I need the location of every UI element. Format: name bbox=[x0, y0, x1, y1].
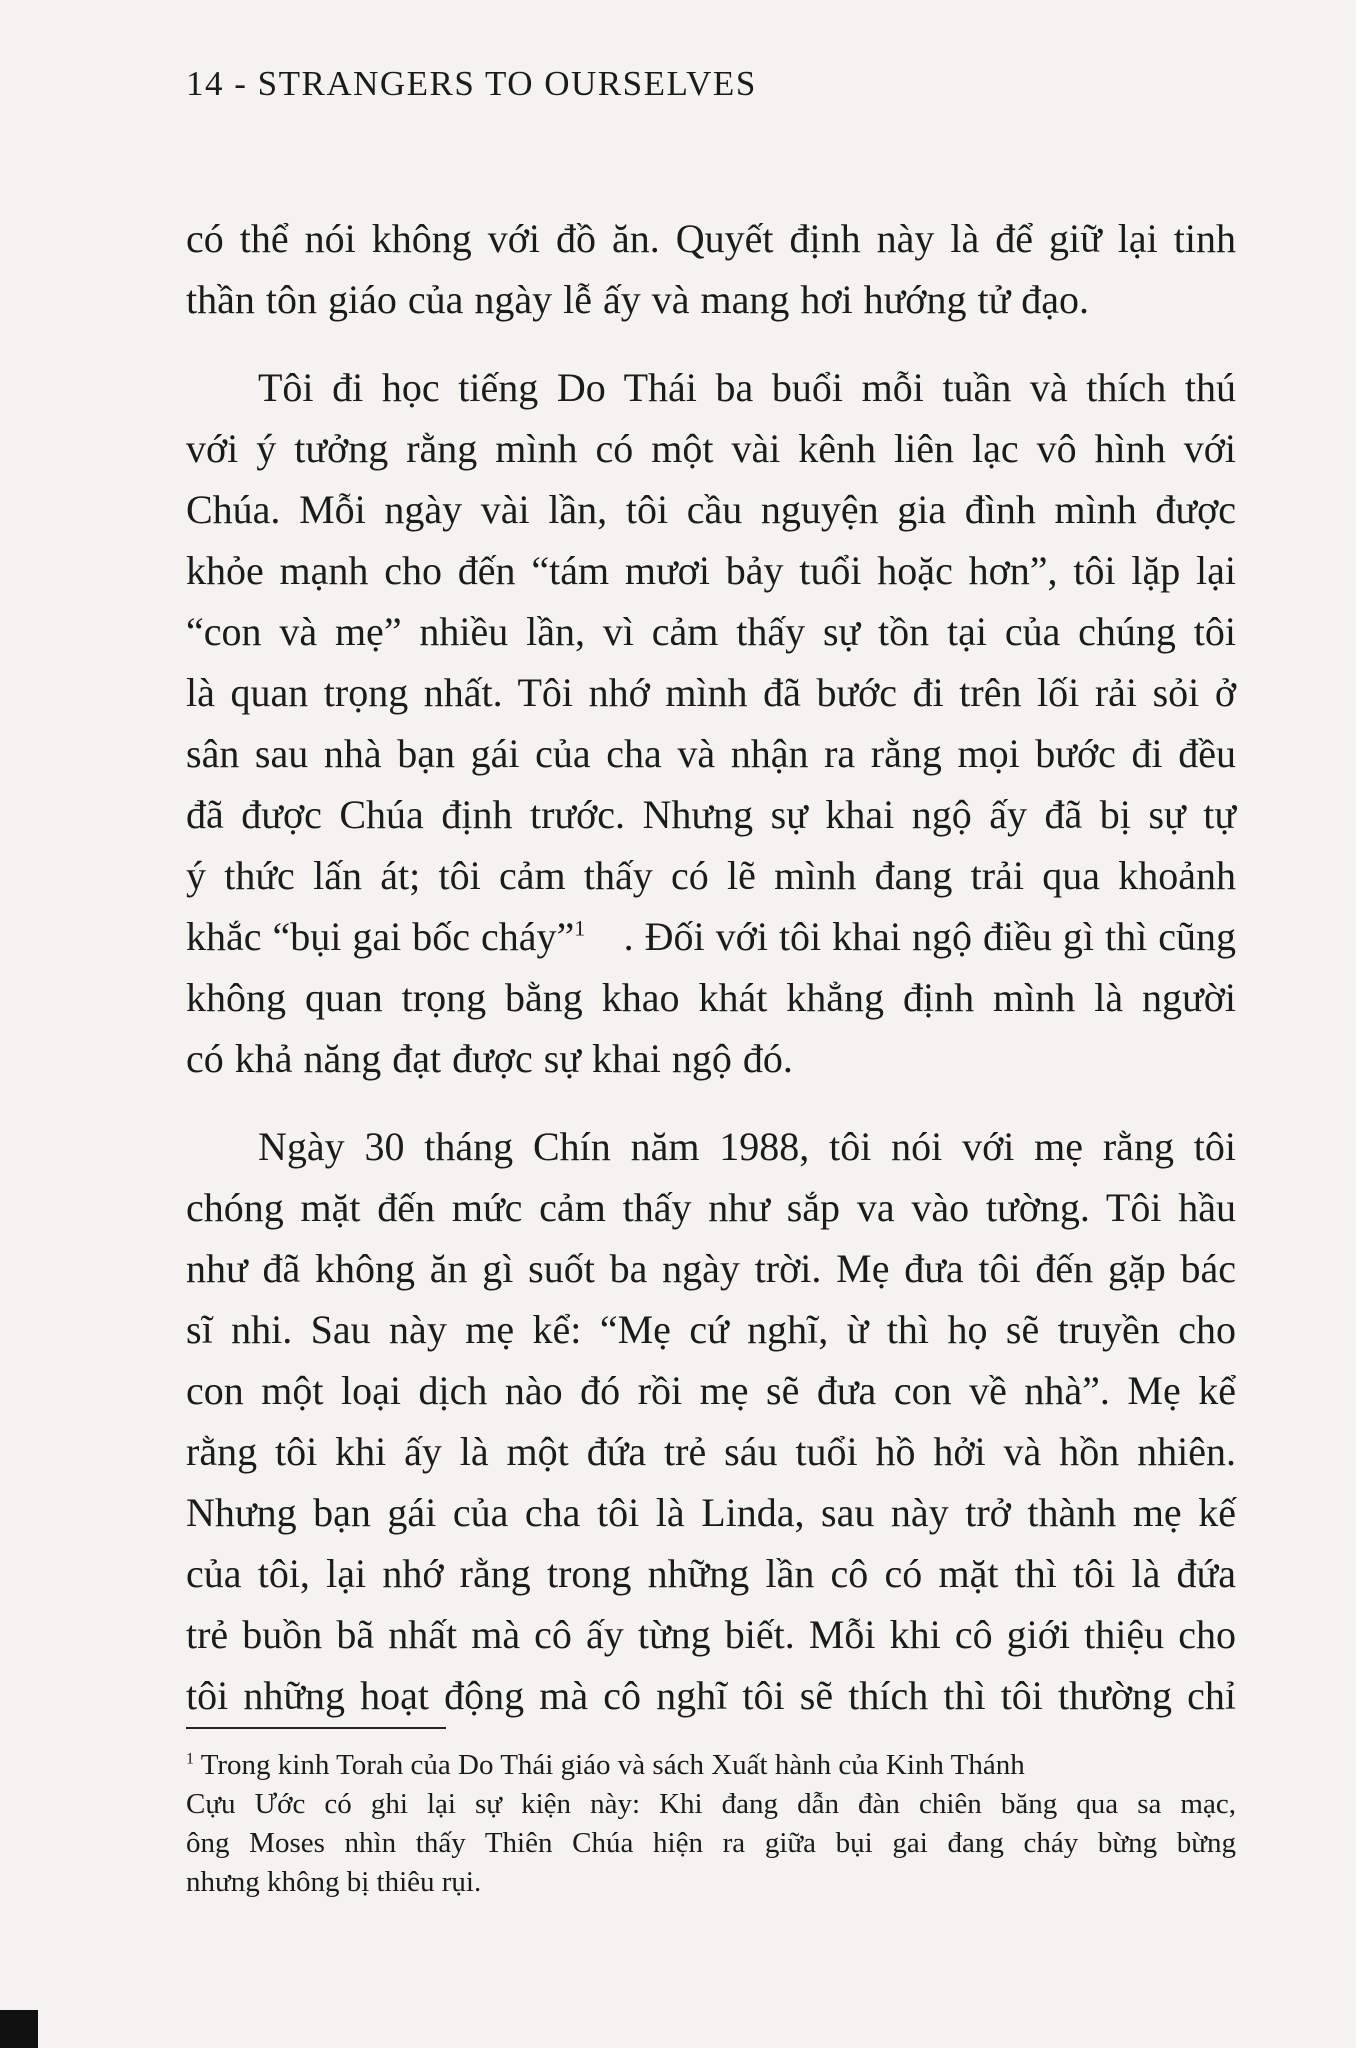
text-segment: khắc “bụi gai bốc cháy”$^1$ bbox=[186, 914, 586, 959]
footnote-line bbox=[186, 1746, 1236, 1785]
text-line: với ý tưởng rằng mình có một vài kênh liên lạc vô hình với bbox=[186, 426, 1236, 471]
paragraph-3 bbox=[186, 1116, 1236, 1726]
footnote-text: $^1$ Trong kinh Torah của Do Thái giáo và sách Xuất hành của Kinh Thánh bbox=[186, 1749, 1025, 1781]
text-line: Tôi đi học tiếng Do Thái ba buổi mỗi tuần và thích thú bbox=[258, 365, 1236, 410]
text-line: “con và mẹ” nhiều lần, vì cảm thấy sự tồn tại của chúng tôi bbox=[186, 609, 1236, 654]
text-line: không quan trọng bằng khao khát khẳng định mình là người bbox=[186, 975, 1236, 1020]
text-line: thần tôn giáo của ngày lễ ấy và mang hơi hướng tử đạo. bbox=[186, 277, 1089, 322]
text-line: chóng mặt đến mức cảm thấy như sắp va vào tường. Tôi hầu bbox=[186, 1185, 1236, 1230]
paragraph-1 bbox=[186, 208, 1236, 330]
text-line: là quan trọng nhất. Tôi nhớ mình đã bước đi trên lối rải sỏi ở bbox=[186, 670, 1236, 715]
text-line: Ngày 30 tháng Chín năm 1988, tôi nói với mẹ rằng tôi bbox=[258, 1124, 1236, 1169]
text-line: khỏe mạnh cho đến “tám mươi bảy tuổi hoặc hơn”, tôi lặp lại bbox=[186, 548, 1236, 593]
footnote-line: Cựu Ước có ghi lại sự kiện này: Khi đang dẫn đàn chiên băng qua sa mạc, bbox=[186, 1788, 1236, 1820]
footnote-rule bbox=[186, 1727, 446, 1729]
text-line: của tôi, lại nhớ rằng trong những lần cô có mặt thì tôi là đứa bbox=[186, 1551, 1236, 1596]
text-line: con một loại dịch nào đó rồi mẹ sẽ đưa con về nhà”. Mẹ kể bbox=[186, 1368, 1236, 1413]
text-line: tôi những hoạt động mà cô nghĩ tôi sẽ thích thì tôi thường chỉ bbox=[186, 1673, 1236, 1718]
paragraph-2 bbox=[186, 357, 1236, 1089]
text-line-with-footnote-ref bbox=[186, 906, 1236, 967]
text-line: như đã không ăn gì suốt ba ngày trời. Mẹ đưa tôi đến gặp bác bbox=[186, 1246, 1236, 1291]
text-line: đã được Chúa định trước. Nhưng sự khai ngộ ấy đã bị sự tự bbox=[186, 792, 1236, 837]
text-line: ý thức lấn át; tôi cảm thấy có lẽ mình đang trải qua khoảnh bbox=[186, 853, 1236, 898]
text-line: sĩ nhi. Sau này mẹ kể: “Mẹ cứ nghĩ, ừ thì họ sẽ truyền cho bbox=[186, 1307, 1236, 1352]
text-line: Nhưng bạn gái của cha tôi là Linda, sau này trở thành mẹ kế bbox=[186, 1490, 1236, 1535]
text-line: có thể nói không với đồ ăn. Quyết định này là để giữ lại tinh bbox=[186, 216, 1236, 261]
footnote-marker: 1 bbox=[186, 1750, 194, 1768]
text-line: trẻ buồn bã nhất mà cô ấy từng biết. Mỗi khi cô giới thiệu cho bbox=[186, 1612, 1236, 1657]
text-line: rằng tôi khi ấy là một đứa trẻ sáu tuổi hồ hởi và hồn nhiên. bbox=[186, 1429, 1236, 1474]
text-line: Chúa. Mỗi ngày vài lần, tôi cầu nguyện gia đình mình được bbox=[186, 487, 1236, 532]
footnote bbox=[186, 1746, 1236, 1902]
footnote-ref: 1 bbox=[574, 915, 586, 941]
text-line: sân sau nhà bạn gái của cha và nhận ra rằng mọi bước đi đều bbox=[186, 731, 1236, 776]
footnote-line: nhưng không bị thiêu rụi. bbox=[186, 1866, 482, 1898]
footnote-line: ông Moses nhìn thấy Thiên Chúa hiện ra giữa bụi gai đang cháy bừng bừng bbox=[186, 1827, 1236, 1859]
text-line: có khả năng đạt được sự khai ngộ đó. bbox=[186, 1036, 793, 1081]
text-segment: . Đối với tôi khai ngộ điều gì thì cũng bbox=[623, 914, 1236, 959]
page-corner-mark bbox=[0, 2010, 38, 2048]
body-text bbox=[186, 208, 1236, 1726]
running-header: 14 - STRANGERS TO OURSELVES bbox=[186, 64, 757, 103]
